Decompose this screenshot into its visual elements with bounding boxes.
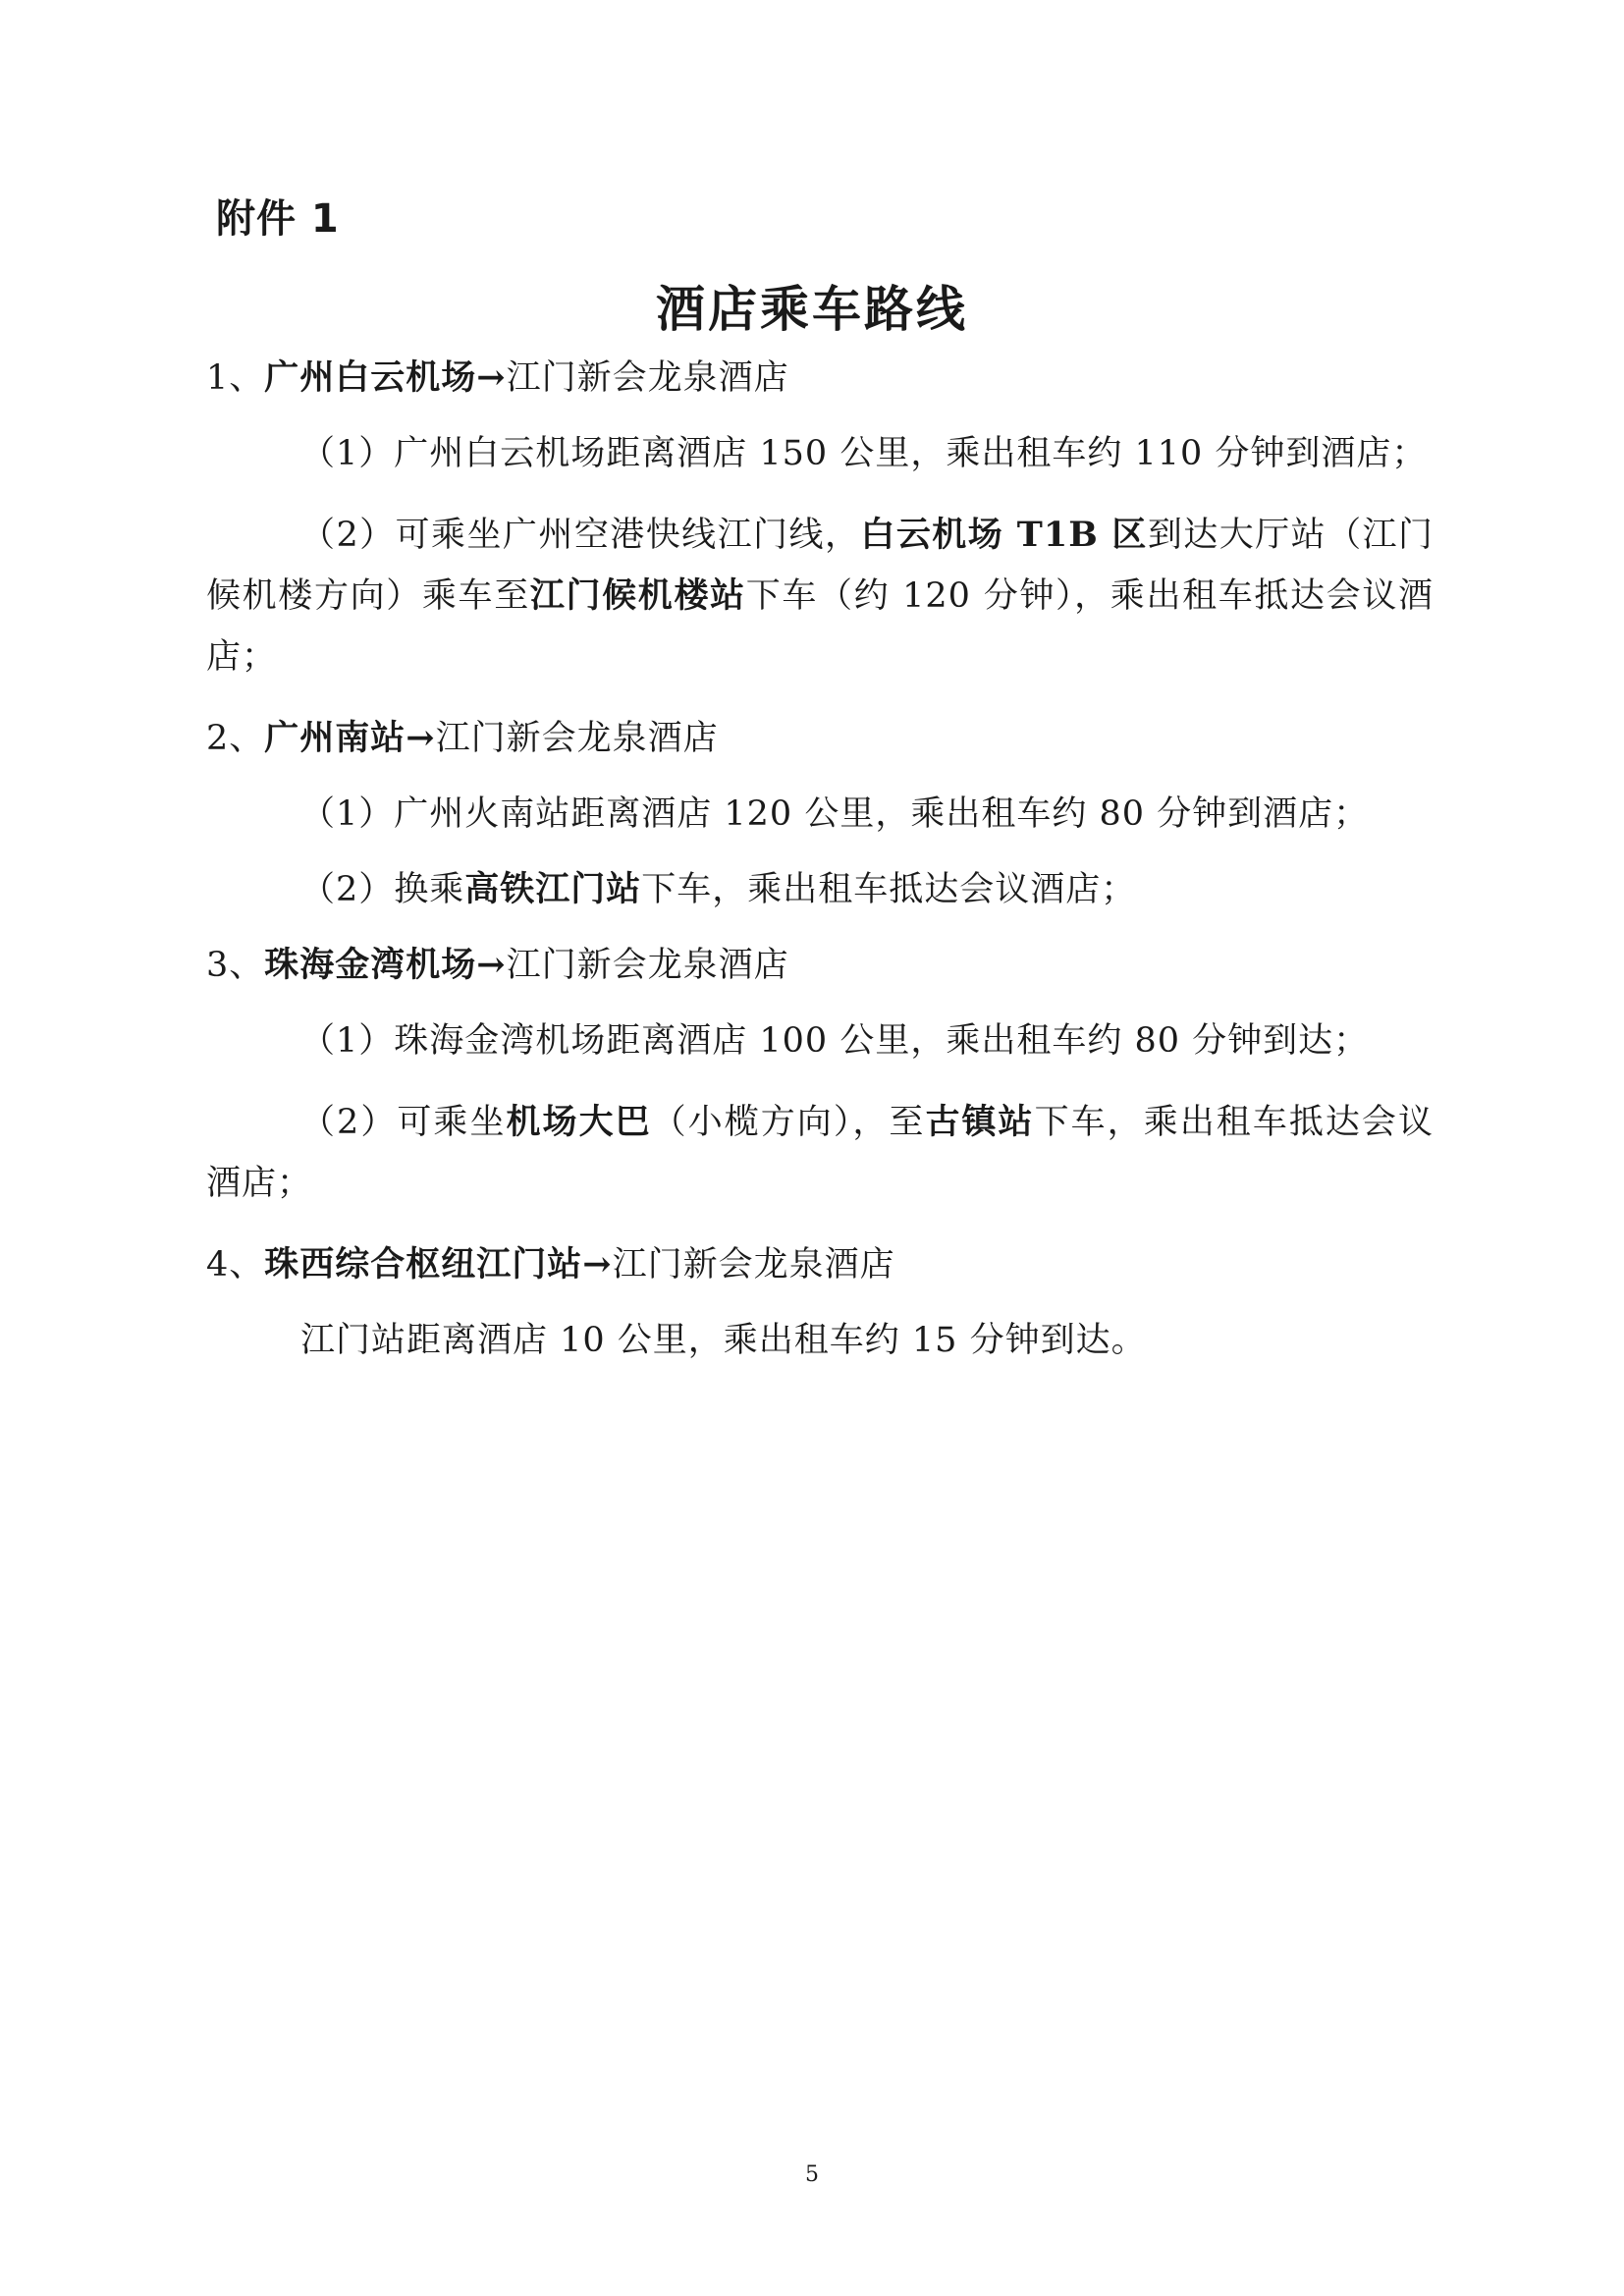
route-heading-1 bbox=[206, 354, 1434, 403]
highlight-text: 古镇站 bbox=[925, 1102, 1035, 1142]
route-heading-3 bbox=[206, 941, 1434, 990]
route-heading-2 bbox=[206, 714, 1434, 763]
route-destination: 江门新会龙泉酒店 bbox=[506, 358, 789, 398]
route-number: 4、 bbox=[206, 1245, 265, 1285]
highlight-text: 白云机场 T1B 区 bbox=[860, 515, 1148, 555]
document-title: 酒店乘车路线 bbox=[656, 280, 968, 338]
route-3-option-2: （2）可乘坐机场大巴（小榄方向），至古镇站下车，乘出租车抵达会议酒店； bbox=[206, 1102, 1434, 1203]
route-4-option-1: 江门站距离酒店 10 公里，乘出租车约 15 分钟到达。 bbox=[300, 1321, 1147, 1360]
page-number: 5 bbox=[805, 2162, 819, 2187]
route-destination: 江门新会龙泉酒店 bbox=[506, 946, 789, 985]
route-destination: 江门新会龙泉酒店 bbox=[612, 1245, 895, 1285]
route-destination: 江门新会龙泉酒店 bbox=[435, 719, 719, 758]
route-origin: 珠海金湾机场 bbox=[264, 945, 477, 985]
route-origin: 广州南站 bbox=[264, 718, 406, 758]
route-number: 2、 bbox=[206, 719, 265, 758]
arrow-icon: → bbox=[406, 718, 436, 758]
route-1-option-1: （1）广州白云机场距离酒店 150 公里，乘出租车约 110 分钟到酒店； bbox=[300, 434, 1428, 473]
route-heading-4 bbox=[206, 1240, 1434, 1289]
route-1-option-2: （2）可乘坐广州空港快线江门线，白云机场 T1B 区到达大厅站（江门候机楼方向）乘车至江门候机楼站下车（约 120 分钟），乘出租车抵达会议酒店； bbox=[206, 515, 1434, 677]
document-body bbox=[206, 354, 1434, 1392]
highlight-text: 江门候机楼站 bbox=[529, 575, 746, 616]
route-3-option-1: （1）珠海金湾机场距离酒店 100 公里，乘出租车约 80 分钟到达； bbox=[300, 1021, 1370, 1061]
route-number: 1、 bbox=[206, 358, 265, 398]
arrow-icon: → bbox=[582, 1244, 613, 1285]
arrow-icon: → bbox=[476, 357, 507, 398]
route-origin: 珠西综合枢纽江门站 bbox=[264, 1244, 583, 1285]
attachment-label: 附件 1 bbox=[216, 196, 340, 242]
arrow-icon: → bbox=[476, 945, 507, 985]
route-number: 3、 bbox=[206, 946, 265, 985]
route-origin: 广州白云机场 bbox=[264, 357, 477, 398]
highlight-text: 高铁江门站 bbox=[464, 869, 642, 909]
route-2-option-2: （2）换乘高铁江门站下车，乘出租车抵达会议酒店； bbox=[300, 869, 1137, 909]
highlight-text: 机场大巴 bbox=[506, 1102, 652, 1142]
route-2-option-1: （1）广州火南站距离酒店 120 公里，乘出租车约 80 分钟到酒店； bbox=[300, 794, 1370, 834]
